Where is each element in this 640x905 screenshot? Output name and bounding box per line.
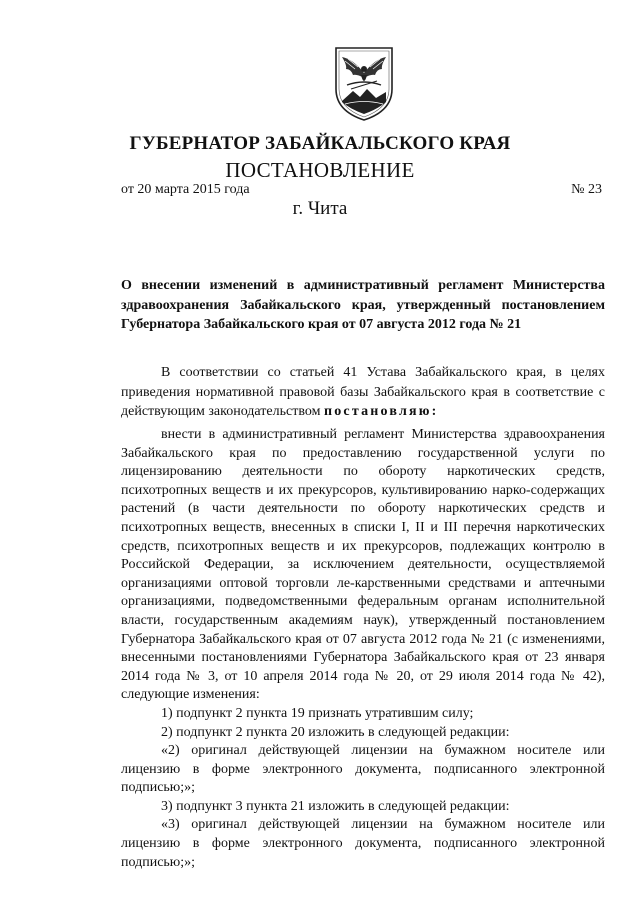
document-date: от 20 марта 2015 года	[121, 182, 250, 197]
amendment-quote-3: «3) оригинал действующей лицензии на бумажном носителе или лицензию в форме электронного документа, подписанного электронной подписью;»;	[121, 817, 605, 870]
amendment-item-1: 1) подпункт 2 пункта 19 признать утратившим силу;	[161, 705, 474, 721]
amendment-item-2: 2) подпункт 2 пункта 20 изложить в следующей редакции:	[161, 724, 510, 740]
amendment-quote-2: «2) оригинал действующей лицензии на бумажном носителе или лицензию в форме электронного документа, подписанного электронной подписью;»;	[121, 743, 605, 796]
governor-title: ГУБЕРНАТОР ЗАБАЙКАЛЬСКОГО КРАЯ	[129, 133, 511, 154]
decree-word: постановляю:	[323, 404, 439, 419]
document-number: № 23	[571, 182, 602, 197]
document-city: г. Чита	[292, 198, 348, 219]
preamble-paragraph	[121, 363, 605, 422]
preamble-text: В соответствии со статьей 41 Устава Забайкальского края, в целях приведения нормативной правовой базы Забайкальского края в соответствие с действующим законодательством	[121, 365, 605, 419]
decree-body	[121, 426, 605, 872]
decree-intro-paragraph: внести в административный регламент Министерства здравоохранения Забайкальского края по предоставлению государственной услуги по лицензированию деятельности по обороту наркотических средств, психотропных веществ и их прекурсоров, культивированию нарко-содержащих растений (в части деятельности по обороту наркотических средств и психотропных веществ, внесенных в списки I, II и III перечня наркотических средств, психотропных веществ и их прекурсоров, подлежащих контролю в Российской Федерации, за исключением деятельности, осуществляемой организациями оптовой торговли ле-карственными средствами и аптечными организациями, подведомственными федеральным органам исполнительной власти, государственным академиям наук), утвержденный постановлением Губернатора Забайкальского края от 07 августа 2012 года № 21 (с изменениями, внесенными постановлениями Губернатора Забайкальского края от 23 января 2014 года № 3, от 10 апреля 2014 года № 20, от 29 июля 2014 года № 42), следующие изменения:	[121, 427, 605, 703]
document-subject: О внесении изменений в административный регламент Министерства здравоохранения Забайкальского края, утвержденный постановлением Губернатора Забайкальского края от 07 августа 2012 года № 21	[121, 278, 605, 332]
coat-of-arms-icon	[333, 45, 395, 123]
amendment-item-3: 3) подпункт 3 пункта 21 изложить в следующей редакции:	[161, 798, 510, 814]
document-type: ПОСТАНОВЛЕНИЕ	[225, 158, 415, 182]
